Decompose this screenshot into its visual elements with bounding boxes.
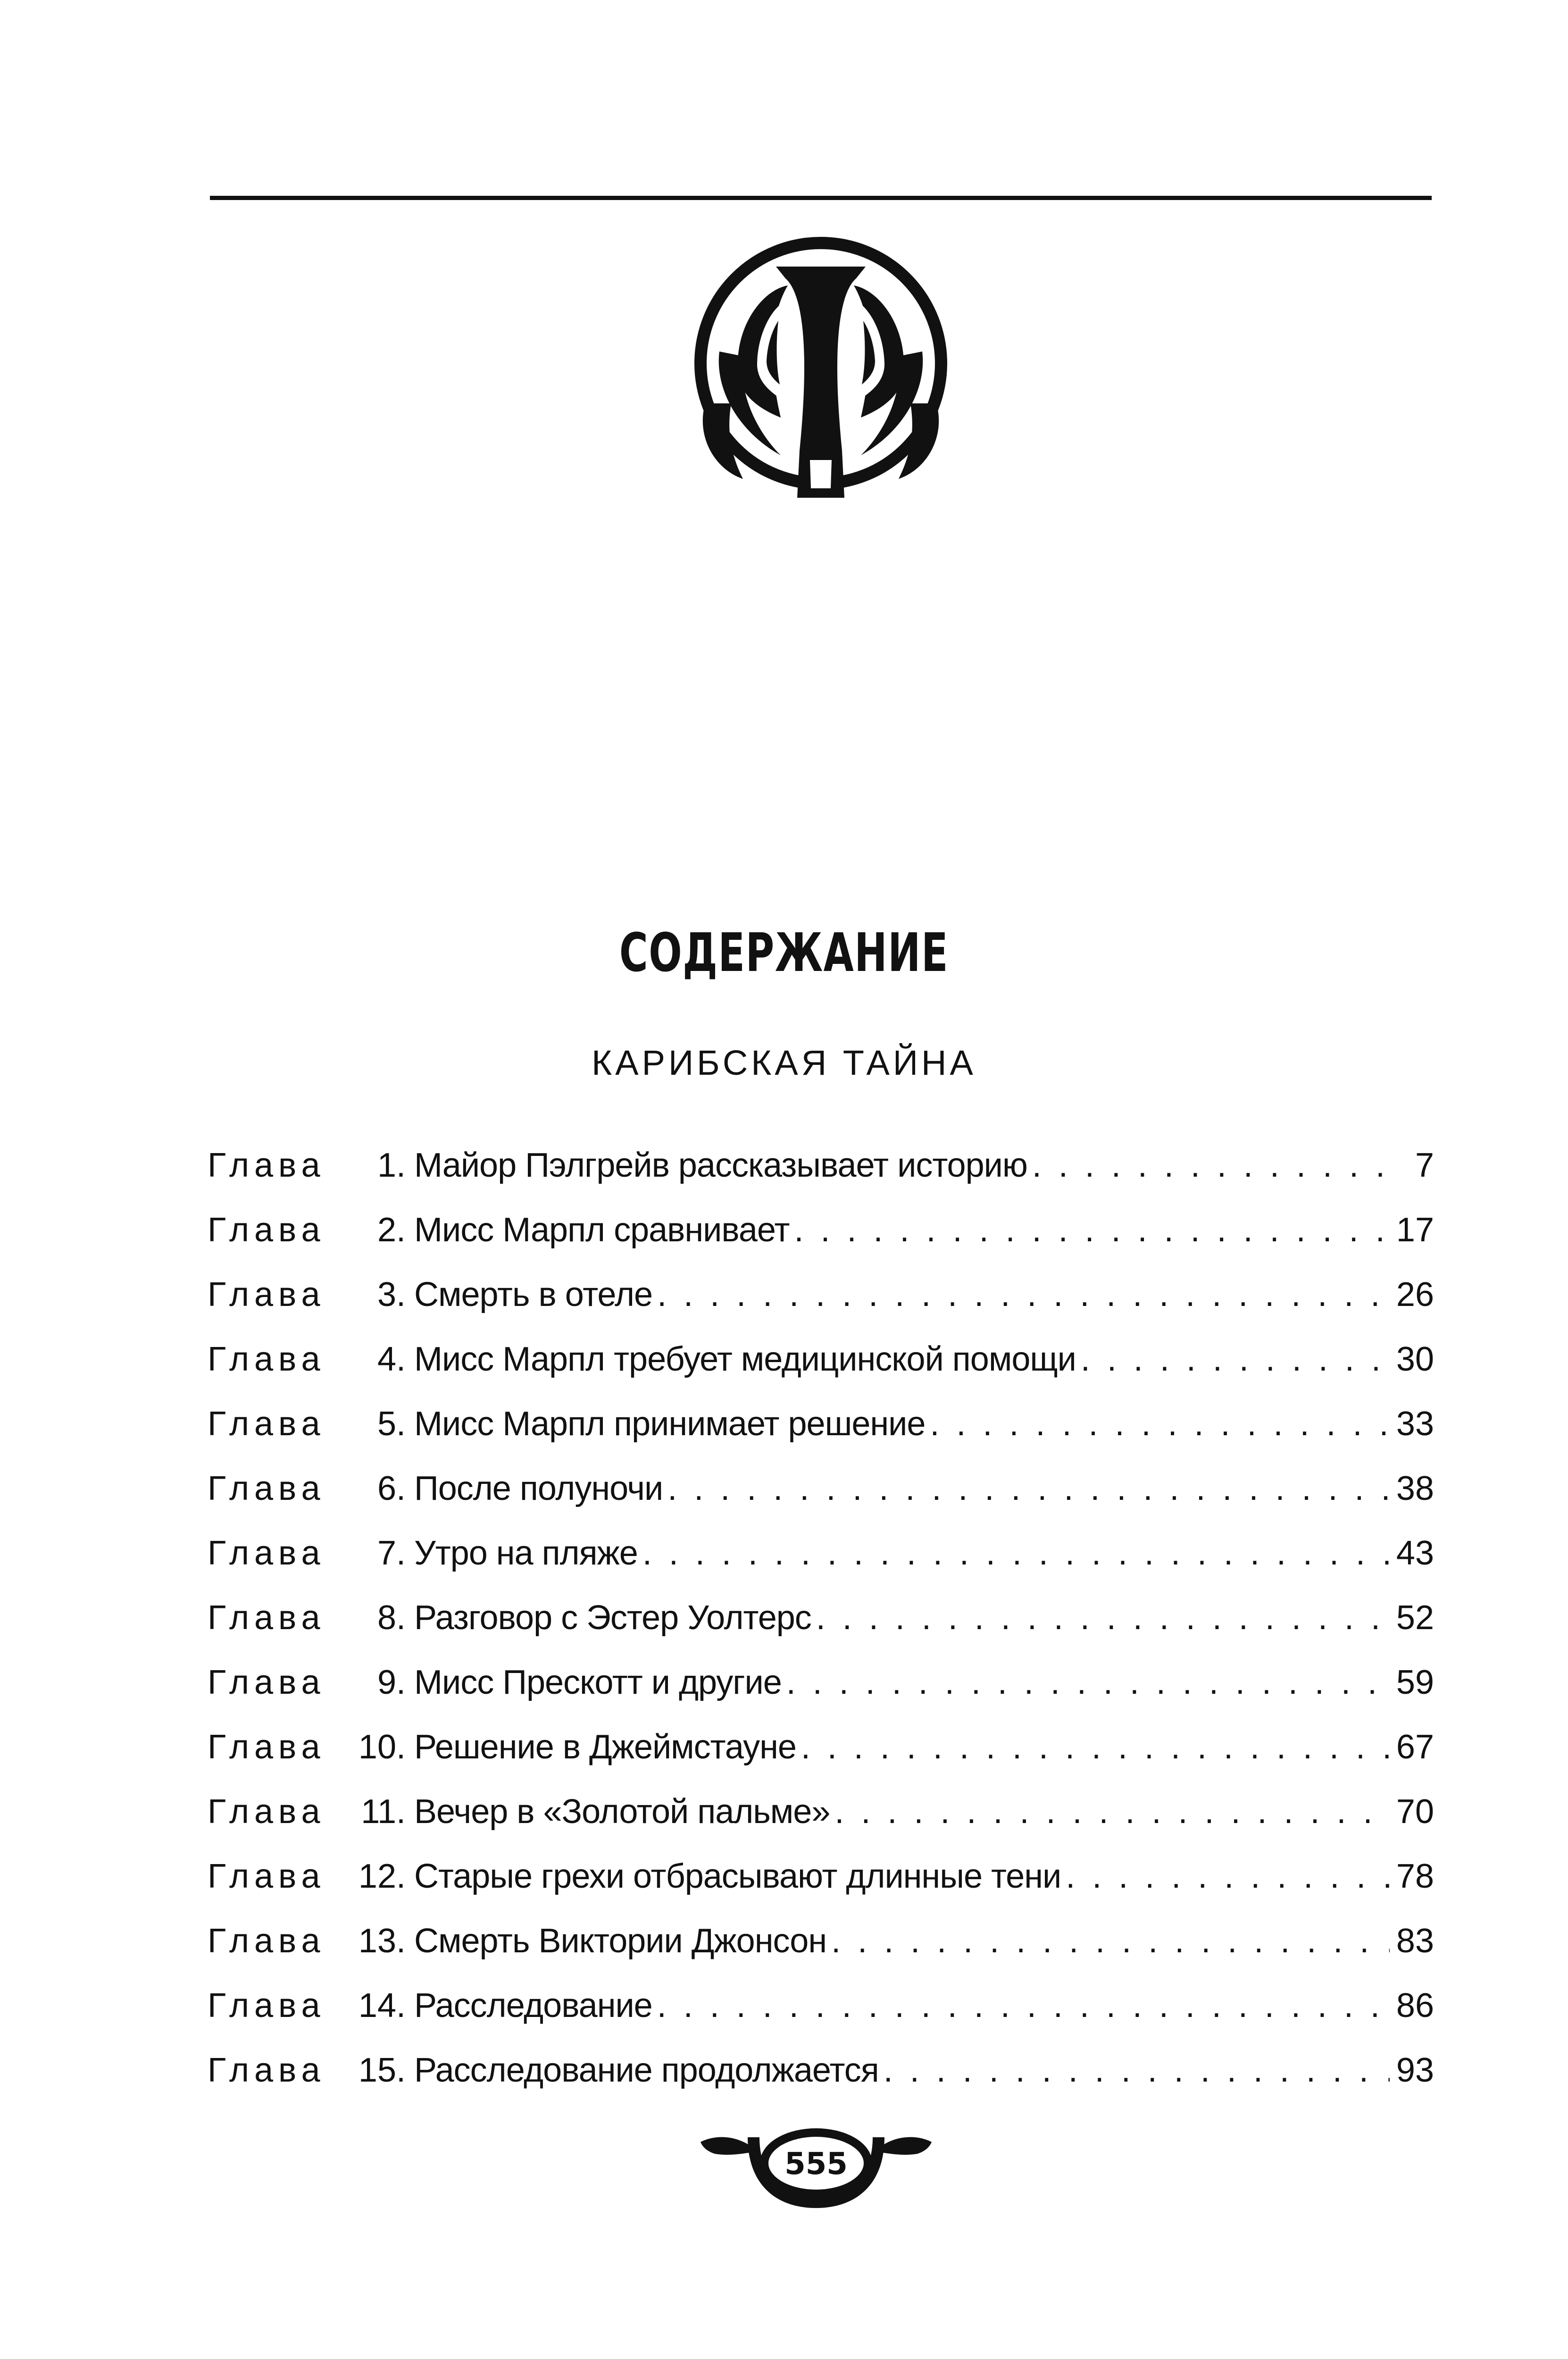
dot-leader (657, 1271, 1390, 1318)
toc-row (208, 1465, 1434, 1530)
dot-leader (794, 1206, 1390, 1254)
publisher-emblem-icon (686, 234, 955, 517)
chapter-page: 43 (1396, 1534, 1434, 1572)
toc-row (208, 1853, 1434, 1917)
chapter-page: 38 (1396, 1470, 1434, 1507)
chapter-number: 8. (377, 1599, 406, 1637)
toc-row (208, 1982, 1434, 2047)
dot-leader (1081, 1336, 1390, 1383)
chapter-label: Глава (208, 2051, 325, 2089)
toc-row (208, 1530, 1434, 1594)
chapter-label: Глава (208, 1146, 325, 1184)
toc-row (208, 1917, 1434, 1982)
chapter-page: 26 (1396, 1276, 1434, 1313)
chapter-number: 13. (358, 1922, 406, 1960)
chapter-label: Глава (208, 1793, 325, 1831)
chapter-title: Вечер в «Золотой пальме» (414, 1793, 830, 1831)
toc-row (208, 1723, 1434, 1788)
chapter-title: Смерть в отеле (414, 1276, 653, 1313)
chapter-title: Мисс Прескотт и другие (414, 1664, 782, 1701)
chapter-label: Глава (208, 1534, 325, 1572)
toc-row (208, 1206, 1434, 1271)
chapter-page: 59 (1396, 1664, 1434, 1701)
dot-leader (831, 1917, 1390, 1965)
toc-row (208, 1271, 1434, 1336)
table-of-contents (208, 1142, 1434, 2111)
top-rule (210, 196, 1432, 200)
chapter-title: Разговор с Эстер Уолтерс (414, 1599, 811, 1637)
toc-row (208, 1336, 1434, 1400)
chapter-label: Глава (208, 1857, 325, 1895)
toc-row (208, 1659, 1434, 1723)
dot-leader (1032, 1142, 1390, 1189)
chapter-number: 10. (358, 1728, 406, 1766)
chapter-number: 2. (377, 1211, 406, 1249)
chapter-label: Глава (208, 1728, 325, 1766)
dot-leader (801, 1723, 1390, 1771)
page-number: 555 (784, 2147, 848, 2182)
chapter-label: Глава (208, 1340, 325, 1378)
dot-leader (834, 1788, 1390, 1835)
chapter-title: Майор Пэлгрейв рассказывает историю (414, 1146, 1027, 1184)
dot-leader (884, 2047, 1390, 2094)
dot-leader (667, 1465, 1390, 1512)
dot-leader (657, 1982, 1390, 2029)
chapter-page: 70 (1396, 1793, 1434, 1831)
chapter-title: Мисс Марпл требует медицинской помощи (414, 1340, 1076, 1378)
chapter-page: 52 (1396, 1599, 1434, 1637)
chapter-label: Глава (208, 1987, 325, 2024)
chapter-number: 7. (377, 1534, 406, 1572)
chapter-label: Глава (208, 1211, 325, 1249)
book-title: КАРИБСКАЯ ТАЙНА (592, 1043, 976, 1082)
chapter-page: 93 (1396, 2051, 1434, 2089)
chapter-page: 17 (1396, 1211, 1434, 1249)
chapter-number: 15. (358, 2051, 406, 2089)
dot-leader (816, 1594, 1390, 1641)
dot-leader (642, 1530, 1390, 1577)
chapter-number: 14. (358, 1987, 406, 2024)
chapter-title: Смерть Виктории Джонсон (414, 1922, 827, 1960)
toc-row (208, 2047, 1434, 2111)
chapter-label: Глава (208, 1599, 325, 1637)
chapter-label: Глава (208, 1922, 325, 1960)
chapter-label: Глава (208, 1405, 325, 1443)
toc-row (208, 1788, 1434, 1853)
dot-leader (930, 1400, 1390, 1447)
chapter-title: Мисс Марпл сравнивает (414, 1211, 790, 1249)
chapter-page: 33 (1396, 1405, 1434, 1443)
toc-row (208, 1400, 1434, 1465)
chapter-page: 83 (1396, 1922, 1434, 1960)
chapter-title: Утро на пляже (414, 1534, 638, 1572)
dot-leader (1066, 1853, 1390, 1900)
chapter-number: 1. (377, 1146, 406, 1184)
chapter-title: Расследование продолжается (414, 2051, 879, 2089)
toc-row (208, 1142, 1434, 1206)
chapter-page: 30 (1396, 1340, 1434, 1378)
toc-row (208, 1594, 1434, 1659)
chapter-number: 3. (377, 1276, 406, 1313)
chapter-title: После полуночи (414, 1470, 663, 1507)
chapter-label: Глава (208, 1276, 325, 1313)
chapter-title: Расследование (414, 1987, 652, 2024)
chapter-number: 6. (377, 1470, 406, 1507)
chapter-number: 4. (377, 1340, 406, 1378)
chapter-title: Решение в Джеймстауне (414, 1728, 796, 1766)
chapter-page: 78 (1396, 1857, 1434, 1895)
dot-leader (786, 1659, 1390, 1706)
chapter-title: Мисс Марпл принимает решение (414, 1405, 926, 1443)
chapter-number: 9. (377, 1664, 406, 1701)
chapter-label: Глава (208, 1470, 325, 1507)
chapter-number: 11. (361, 1793, 406, 1831)
page-title: СОДЕРЖАНИЕ (619, 922, 949, 984)
chapter-page: 86 (1396, 1987, 1434, 2024)
chapter-number: 12. (358, 1857, 406, 1895)
page-number-ornament (691, 2109, 941, 2217)
chapter-number: 5. (377, 1405, 406, 1443)
chapter-title: Старые грехи отбрасывают длинные тени (414, 1857, 1061, 1895)
chapter-label: Глава (208, 1664, 325, 1701)
chapter-page: 67 (1396, 1728, 1434, 1766)
chapter-page: 7 (1415, 1146, 1434, 1184)
